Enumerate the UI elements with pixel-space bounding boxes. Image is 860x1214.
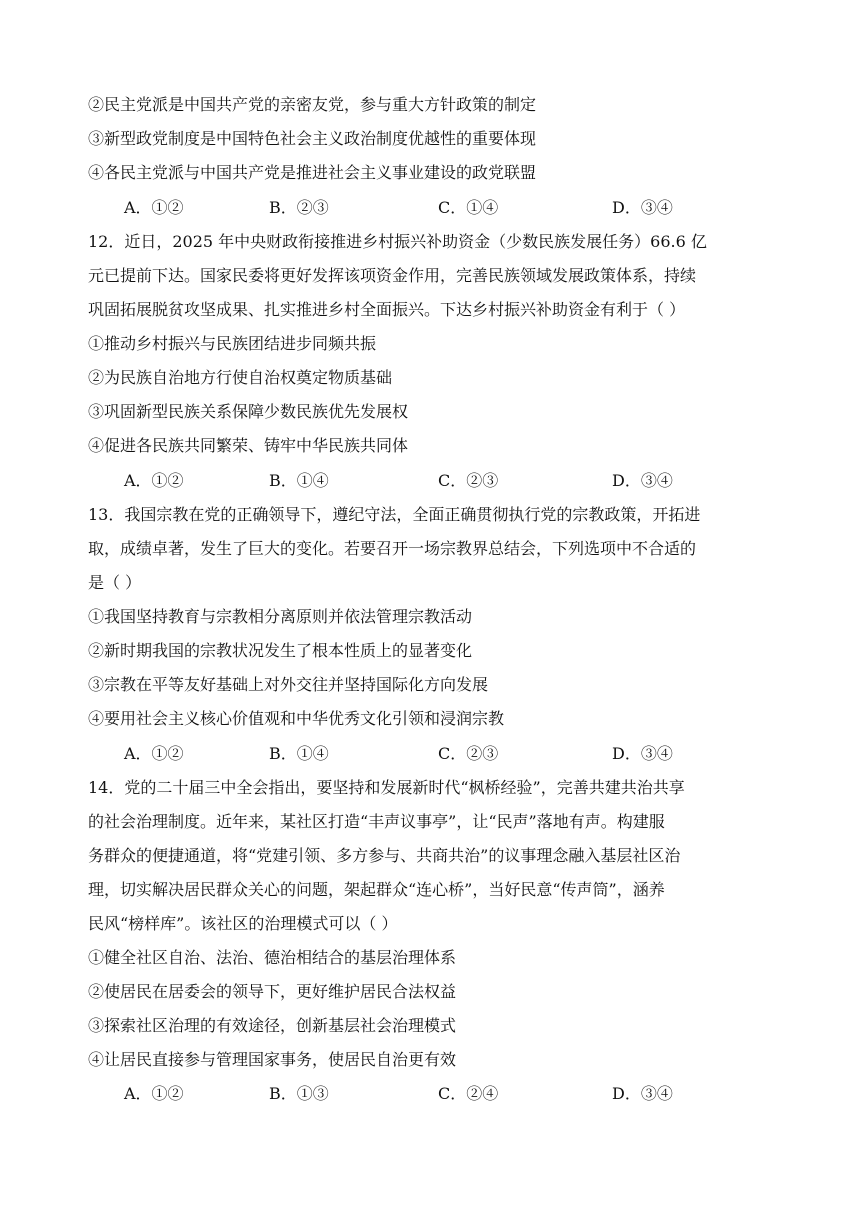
q12-statement-3: ③巩固新型民族关系保障少数民族优先发展权 [88, 402, 409, 421]
q11-option-c[interactable]: C．①④ [438, 198, 499, 217]
q12-option-d[interactable]: D．③④ [612, 471, 673, 490]
q11-statement-3: ③新型政党制度是中国特色社会主义政治制度优越性的重要体现 [88, 129, 537, 148]
q12-stem-line-1: 12．近日，2025 年中央财政衔接推进乡村振兴补助资金（少数民族发展任务）66.6 亿 [88, 232, 707, 251]
q14-statement-1: ①健全社区自治、法治、德治相结合的基层治理体系 [88, 948, 457, 967]
q13-statement-1: ①我国坚持教育与宗教相分离原则并依法管理宗教活动 [88, 607, 473, 626]
q12-options [124, 470, 744, 492]
q14-statement-3: ③探索社区治理的有效途径，创新基层社会治理模式 [88, 1016, 457, 1035]
q12-statement-1: ①推动乡村振兴与民族团结进步同频共振 [88, 334, 377, 353]
q14-stem-line-4: 理，切实解决居民群众关心的问题，架起群众“连心桥”，当好民意“传声筒”，涵养 [88, 880, 665, 899]
q12-statement-2: ②为民族自治地方行使自治权奠定物质基础 [88, 368, 393, 387]
q13-option-c[interactable]: C．②③ [438, 744, 499, 763]
q14-option-a[interactable]: A．①② [124, 1084, 184, 1103]
q14-stem-line-2: 的社会治理制度。近年来，某社区打造“丰声议事亭”，让“民声”落地有声。构建服 [88, 812, 665, 831]
q14-statement-4: ④让居民直接参与管理国家事务，使居民自治更有效 [88, 1050, 457, 1069]
q13-stem-line-3: 是（ ） [88, 573, 142, 592]
q11-statement-2: ②民主党派是中国共产党的亲密友党，参与重大方针政策的制定 [88, 95, 537, 114]
q13-stem-line-1: 13．我国宗教在党的正确领导下，遵纪守法，全面正确贯彻执行党的宗教政策，开拓进 [88, 505, 701, 524]
q14-stem-line-5: 民风“榜样库”。该社区的治理模式可以（ ） [88, 914, 398, 933]
q13-options [124, 743, 744, 765]
q13-statement-4: ④要用社会主义核心价值观和中华优秀文化引领和浸润宗教 [88, 709, 505, 728]
q14-stem-line-3: 务群众的便捷通道，将“党建引领、多方参与、共商共治”的议事理念融入基层社区治 [88, 846, 681, 865]
q12-option-b[interactable]: B．①④ [269, 471, 329, 490]
q14-option-c[interactable]: C．②④ [438, 1084, 499, 1103]
q12-stem-line-3: 巩固拓展脱贫攻坚成果、扎实推进乡村全面振兴。下达乡村振兴补助资金有利于（ ） [88, 300, 686, 319]
q13-option-b[interactable]: B．①④ [269, 744, 329, 763]
q13-option-d[interactable]: D．③④ [612, 744, 673, 763]
q14-option-d[interactable]: D．③④ [612, 1084, 673, 1103]
q13-option-a[interactable]: A．①② [124, 744, 184, 763]
q11-option-d[interactable]: D．③④ [612, 198, 673, 217]
q12-statement-4: ④促进各民族共同繁荣、铸牢中华民族共同体 [88, 436, 409, 455]
q14-stem-line-1: 14．党的二十届三中全会指出，要坚持和发展新时代“枫桥经验”，完善共建共治共享 [88, 778, 685, 797]
q12-option-c[interactable]: C．②③ [438, 471, 499, 490]
q14-options [124, 1083, 744, 1105]
q14-option-b[interactable]: B．①③ [269, 1084, 329, 1103]
q14-statement-2: ②使居民在居委会的领导下，更好维护居民合法权益 [88, 982, 457, 1001]
q13-statement-3: ③宗教在平等友好基础上对外交往并坚持国际化方向发展 [88, 675, 489, 694]
q13-stem-line-2: 取，成绩卓著，发生了巨大的变化。若要召开一场宗教界总结会，下列选项中不合适的 [88, 539, 697, 558]
q12-stem-line-2: 元已提前下达。国家民委将更好发挥该项资金作用，完善民族领域发展政策体系，持续 [88, 266, 697, 285]
q11-option-b[interactable]: B．②③ [269, 198, 329, 217]
q11-option-a[interactable]: A．①② [124, 198, 184, 217]
q11-options [124, 197, 744, 219]
q13-statement-2: ②新时期我国的宗教状况发生了根本性质上的显著变化 [88, 641, 473, 660]
q11-statement-4: ④各民主党派与中国共产党是推进社会主义事业建设的政党联盟 [88, 163, 537, 182]
q12-option-a[interactable]: A．①② [124, 471, 184, 490]
